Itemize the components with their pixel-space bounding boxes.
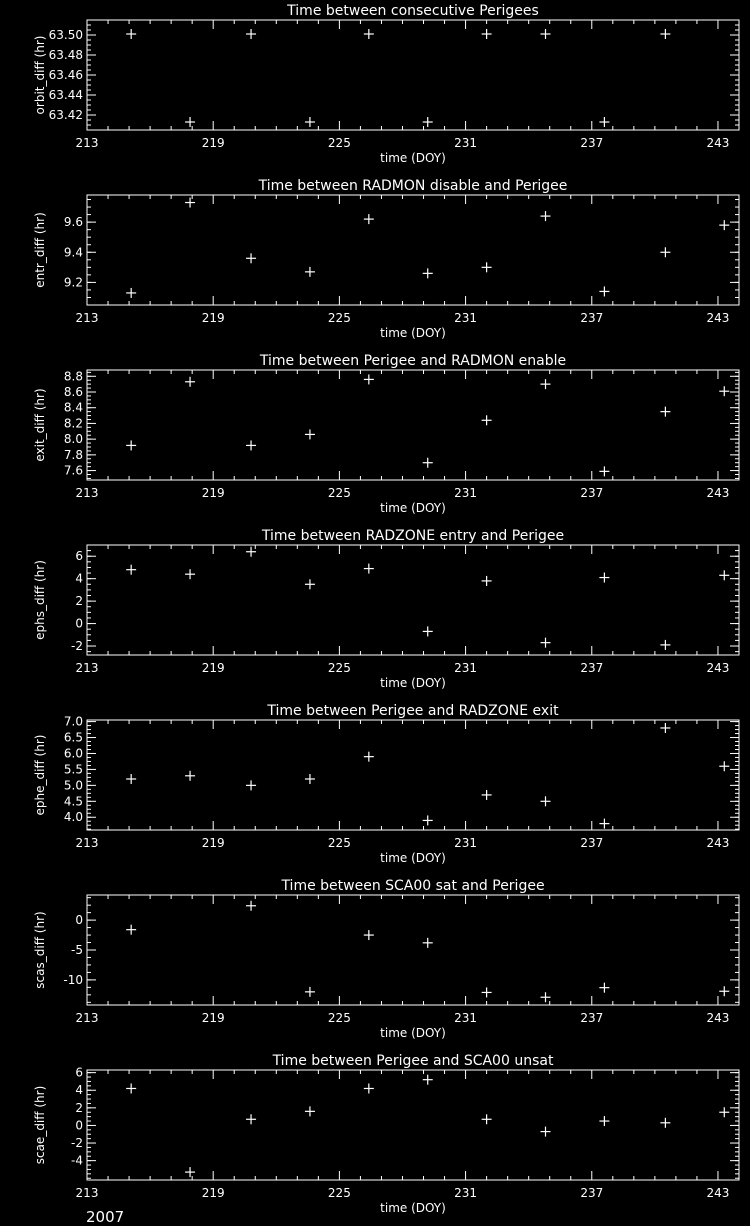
data-point <box>364 1083 374 1093</box>
y-tick-label: 8.2 <box>63 416 83 431</box>
x-tick-label: 237 <box>580 661 604 675</box>
y-axis-label: scas_diff (hr) <box>33 911 47 989</box>
data-point <box>423 815 433 825</box>
x-tick-label: 225 <box>327 311 351 325</box>
data-point <box>660 723 670 733</box>
y-tick-label: 5.0 <box>63 778 83 793</box>
data-point <box>126 288 136 298</box>
plot-frame <box>87 370 739 480</box>
x-axis-label: time (DOY) <box>380 851 446 865</box>
x-tick-label: 231 <box>454 661 478 675</box>
data-point <box>305 267 315 277</box>
data-point <box>599 819 609 829</box>
chart-panel-7 <box>33 1053 739 1215</box>
data-point <box>541 1127 551 1137</box>
data-point <box>719 570 729 580</box>
data-point <box>660 407 670 417</box>
data-point <box>246 253 256 263</box>
y-tick-label: -10 <box>63 972 83 987</box>
y-tick-label: 8.8 <box>63 369 83 384</box>
x-tick-label: 213 <box>75 486 99 500</box>
chart-title: Time between consecutive Perigees <box>287 3 539 19</box>
x-tick-label: 219 <box>201 486 225 500</box>
data-point <box>246 440 256 450</box>
data-point <box>482 262 492 272</box>
chart-panel-5 <box>33 703 739 865</box>
data-point <box>423 626 433 636</box>
y-tick-label: 4 <box>75 571 83 586</box>
data-point <box>423 938 433 948</box>
x-tick-label: 213 <box>75 1011 99 1025</box>
data-point <box>599 117 609 127</box>
x-tick-label: 219 <box>201 136 225 150</box>
y-tick-label: 8.4 <box>63 400 83 415</box>
plot-frame <box>87 1070 739 1180</box>
x-tick-label: 237 <box>580 486 604 500</box>
x-tick-label: 231 <box>454 836 478 850</box>
x-tick-label: 231 <box>454 1186 478 1200</box>
x-tick-label: 243 <box>706 1186 730 1200</box>
plot-frame <box>87 895 739 1005</box>
y-tick-label: -2 <box>71 639 83 654</box>
x-tick-label: 243 <box>706 486 730 500</box>
data-point <box>541 29 551 39</box>
data-point <box>541 638 551 648</box>
chart-title: Time between RADZONE entry and Perigee <box>261 528 565 544</box>
x-tick-label: 237 <box>580 311 604 325</box>
data-point <box>482 987 492 997</box>
y-tick-label: -2 <box>71 1136 83 1151</box>
x-tick-label: 213 <box>75 311 99 325</box>
data-point <box>305 429 315 439</box>
data-point <box>719 761 729 771</box>
x-tick-label: 213 <box>75 1186 99 1200</box>
x-tick-label: 243 <box>706 836 730 850</box>
data-point <box>246 1114 256 1124</box>
x-axis-label: time (DOY) <box>380 1201 446 1215</box>
data-point <box>660 247 670 257</box>
data-point <box>423 1075 433 1085</box>
y-tick-label: -4 <box>71 1153 83 1168</box>
y-tick-label: 6 <box>75 1065 83 1080</box>
y-tick-label: 63.42 <box>48 108 83 122</box>
y-tick-label: 4 <box>75 1083 83 1098</box>
data-point <box>541 379 551 389</box>
x-tick-label: 231 <box>454 311 478 325</box>
chart-panel-1 <box>33 3 739 165</box>
data-point <box>185 198 195 208</box>
data-point <box>599 573 609 583</box>
data-point <box>482 1114 492 1124</box>
x-tick-label: 225 <box>327 136 351 150</box>
data-point <box>185 569 195 579</box>
x-tick-label: 225 <box>327 836 351 850</box>
x-tick-label: 231 <box>454 486 478 500</box>
x-tick-label: 237 <box>580 836 604 850</box>
y-tick-label: 63.44 <box>48 88 83 102</box>
data-point <box>126 440 136 450</box>
y-axis-label: scae_diff (hr) <box>33 1085 47 1165</box>
data-point <box>364 752 374 762</box>
y-tick-label: 2 <box>75 594 83 609</box>
x-tick-label: 213 <box>75 661 99 675</box>
x-tick-label: 219 <box>201 1186 225 1200</box>
chart-panel-6 <box>33 878 739 1040</box>
y-tick-label: 0 <box>75 1118 83 1133</box>
data-point <box>185 377 195 387</box>
x-axis-label: time (DOY) <box>380 151 446 165</box>
plot-frame <box>87 545 739 655</box>
data-point <box>541 796 551 806</box>
data-point <box>364 214 374 224</box>
data-point <box>719 1107 729 1117</box>
year-label: 2007 <box>86 1208 125 1226</box>
data-point <box>719 386 729 396</box>
y-tick-label: 7.6 <box>63 463 83 478</box>
y-tick-label: -5 <box>71 943 83 957</box>
data-point <box>482 29 492 39</box>
x-tick-label: 243 <box>706 1011 730 1025</box>
x-tick-label: 243 <box>706 136 730 150</box>
data-point <box>126 774 136 784</box>
x-tick-label: 213 <box>75 836 99 850</box>
data-point <box>423 268 433 278</box>
x-tick-label: 225 <box>327 1186 351 1200</box>
data-point <box>364 374 374 384</box>
chart-title: Time between Perigee and RADZONE exit <box>267 703 559 719</box>
x-tick-label: 243 <box>706 661 730 675</box>
data-point <box>305 1106 315 1116</box>
y-tick-label: 7.8 <box>63 447 83 462</box>
y-tick-label: 6.0 <box>63 746 83 761</box>
y-tick-label: 63.48 <box>48 48 83 62</box>
data-point <box>660 29 670 39</box>
x-tick-label: 243 <box>706 311 730 325</box>
y-tick-label: 6 <box>75 549 83 564</box>
data-point <box>599 983 609 993</box>
y-tick-label: 6.5 <box>63 730 83 745</box>
data-point <box>423 117 433 127</box>
data-point <box>126 1083 136 1093</box>
y-tick-label: 9.2 <box>63 275 83 290</box>
plot-frame <box>87 720 739 830</box>
data-point <box>126 925 136 935</box>
y-tick-label: 7.0 <box>63 714 83 729</box>
x-tick-label: 225 <box>327 1011 351 1025</box>
data-point <box>126 29 136 39</box>
data-point <box>660 640 670 650</box>
x-tick-label: 231 <box>454 136 478 150</box>
y-tick-label: 8.6 <box>63 385 83 399</box>
y-tick-label: 0 <box>75 616 83 631</box>
x-tick-label: 237 <box>580 1011 604 1025</box>
chart-title: Time between Perigee and RADMON enable <box>259 353 567 369</box>
y-axis-label: orbit_diff (hr) <box>33 35 47 115</box>
data-point <box>482 790 492 800</box>
data-point <box>599 466 609 476</box>
y-tick-label: 63.50 <box>48 28 83 42</box>
chart-title: Time between SCA00 sat and Perigee <box>281 878 545 894</box>
data-point <box>599 1116 609 1126</box>
y-tick-label: 2 <box>75 1100 83 1115</box>
data-point <box>599 286 609 296</box>
data-point <box>364 930 374 940</box>
x-tick-label: 231 <box>454 1011 478 1025</box>
data-point <box>246 780 256 790</box>
x-tick-label: 219 <box>201 661 225 675</box>
x-tick-label: 219 <box>201 1011 225 1025</box>
y-tick-label: 4.0 <box>63 810 83 825</box>
plot-frame <box>87 195 739 305</box>
chart-panel-3 <box>33 353 739 515</box>
x-tick-label: 219 <box>201 836 225 850</box>
data-point <box>305 774 315 784</box>
data-point <box>246 901 256 911</box>
y-axis-label: exit_diff (hr) <box>33 388 47 462</box>
data-point <box>185 1167 195 1177</box>
x-tick-label: 237 <box>580 136 604 150</box>
data-point <box>305 579 315 589</box>
data-point <box>185 771 195 781</box>
data-point <box>541 992 551 1002</box>
y-tick-label: 9.4 <box>63 245 83 260</box>
x-axis-label: time (DOY) <box>380 326 446 340</box>
data-point <box>126 565 136 575</box>
data-point <box>364 564 374 574</box>
x-tick-label: 237 <box>580 1186 604 1200</box>
data-point <box>660 1118 670 1128</box>
chart-title: Time between Perigee and SCA00 unsat <box>272 1053 554 1069</box>
y-tick-label: 4.5 <box>63 794 83 809</box>
data-point <box>246 547 256 557</box>
y-tick-label: 8.0 <box>63 432 83 447</box>
x-tick-label: 225 <box>327 486 351 500</box>
data-point <box>423 458 433 468</box>
x-tick-label: 213 <box>75 136 99 150</box>
y-tick-label: 9.6 <box>63 215 83 230</box>
y-axis-label: ephs_diff (hr) <box>33 560 47 640</box>
data-point <box>482 576 492 586</box>
y-tick-label: 0 <box>75 913 83 928</box>
data-point <box>185 117 195 127</box>
data-point <box>305 117 315 127</box>
data-point <box>305 987 315 997</box>
y-tick-label: 5.5 <box>63 762 83 777</box>
data-point <box>482 415 492 425</box>
chart-title: Time between RADMON disable and Perigee <box>258 178 568 194</box>
data-point <box>246 29 256 39</box>
chart-panel-2 <box>33 178 739 340</box>
x-tick-label: 225 <box>327 661 351 675</box>
x-axis-label: time (DOY) <box>380 676 446 690</box>
data-point <box>541 211 551 221</box>
x-tick-label: 219 <box>201 311 225 325</box>
y-axis-label: entr_diff (hr) <box>33 212 47 288</box>
y-tick-label: 63.46 <box>48 68 83 82</box>
data-point <box>719 220 729 230</box>
data-point <box>719 986 729 996</box>
y-axis-label: ephe_diff (hr) <box>33 734 47 816</box>
x-axis-label: time (DOY) <box>380 1026 446 1040</box>
chart-panel-4 <box>33 528 739 690</box>
plot-frame <box>87 20 739 130</box>
data-point <box>364 29 374 39</box>
x-axis-label: time (DOY) <box>380 501 446 515</box>
